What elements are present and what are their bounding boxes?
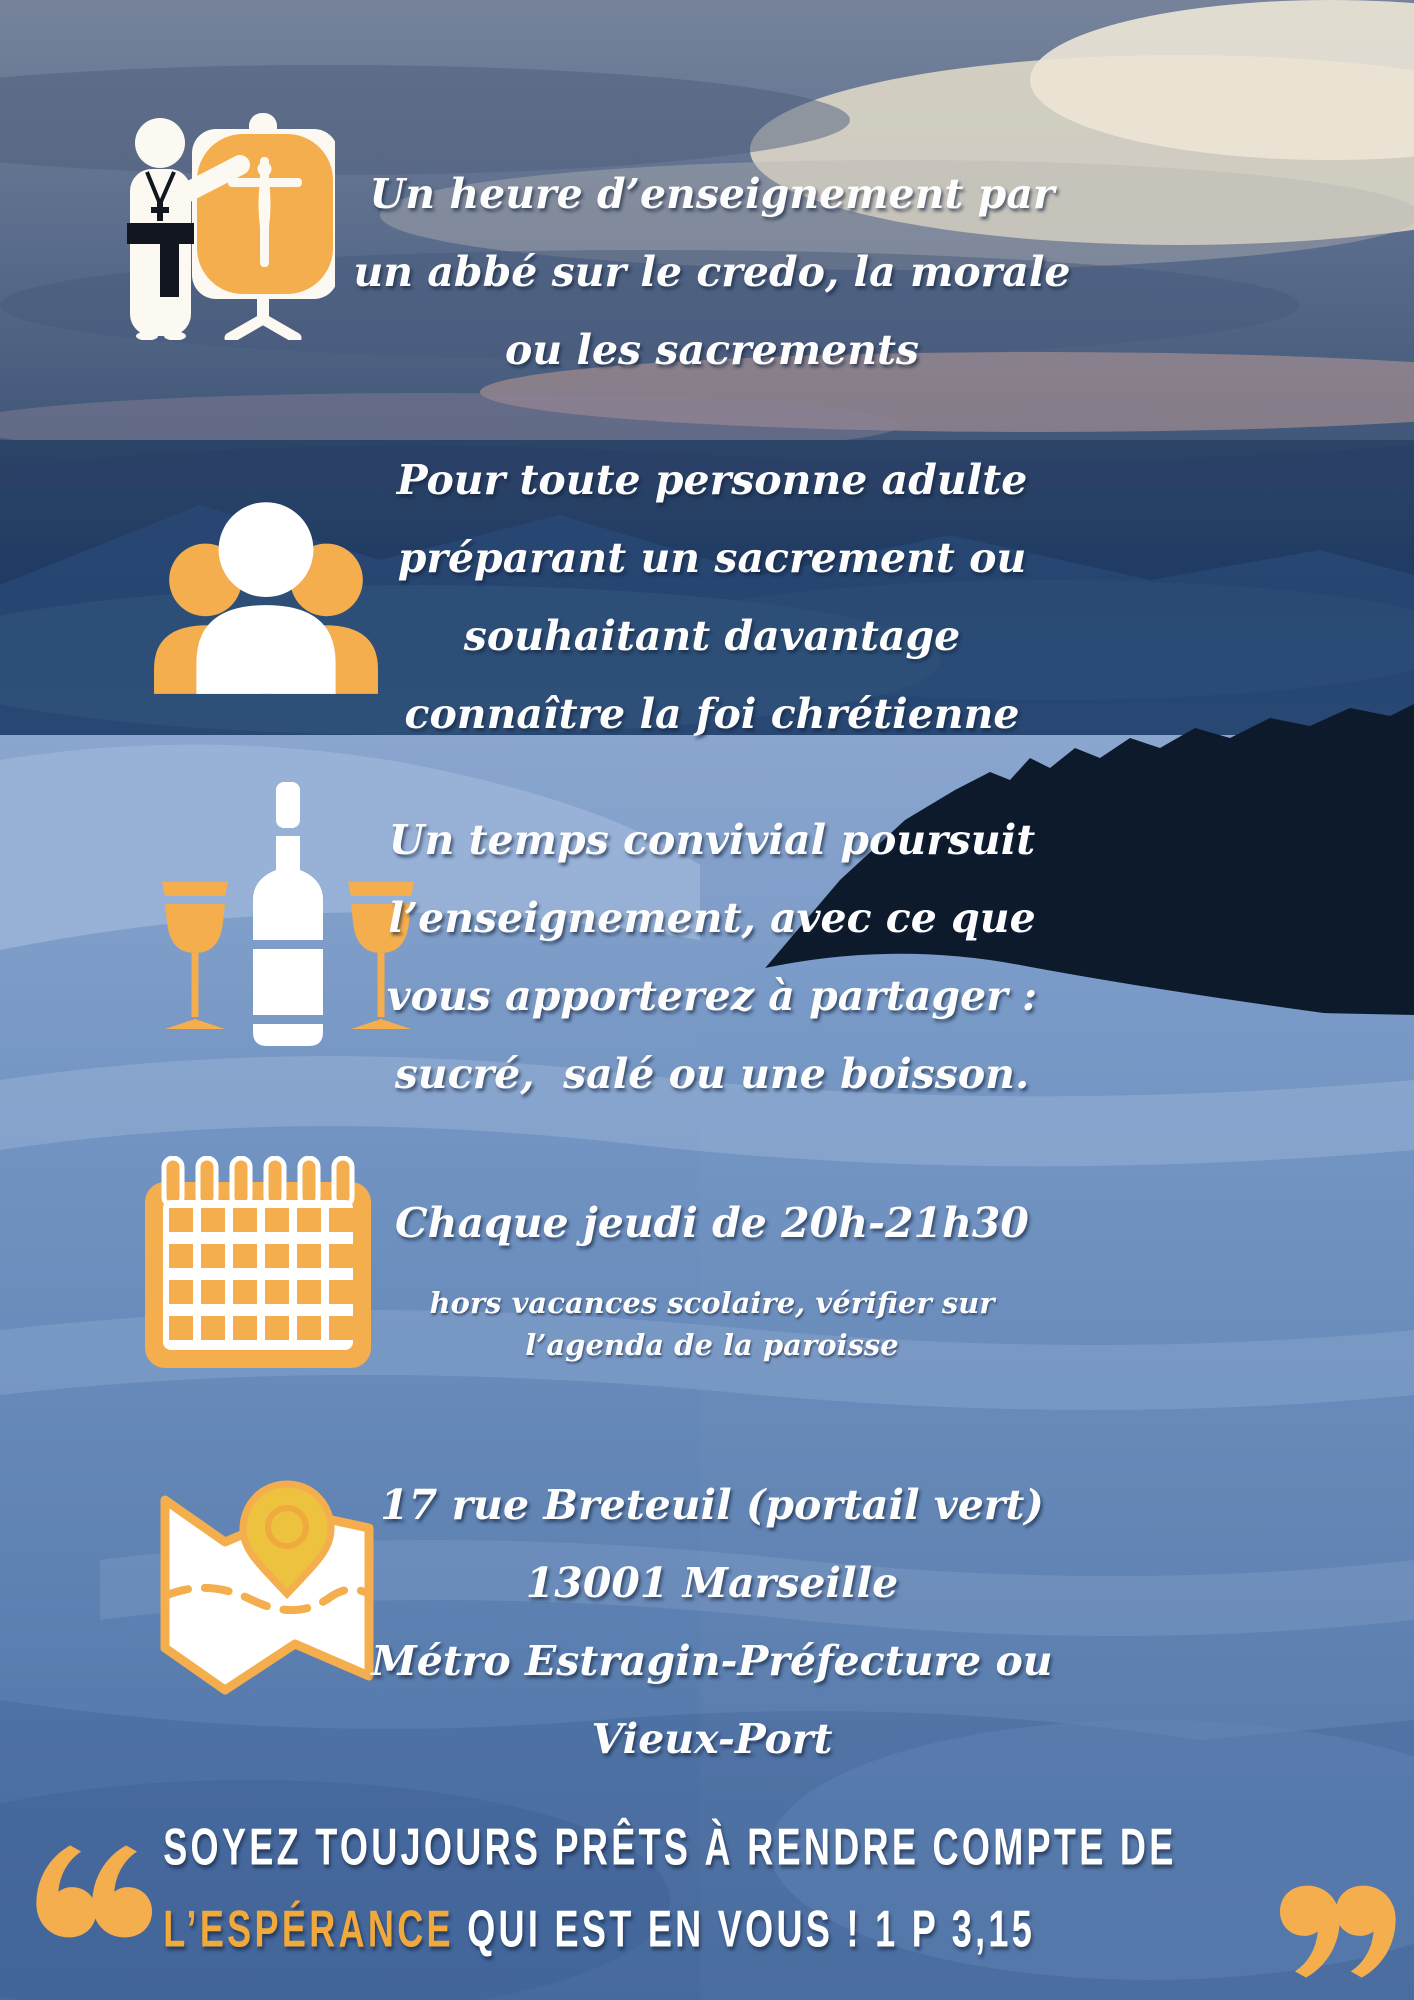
- text-line: 17 rue Breteuil (portail vert): [380, 1481, 1044, 1529]
- quote-text: QUI EST EN VOUS ! 1 P 3,15: [467, 1900, 1036, 1959]
- text-line: hors vacances scolaire, vérifier sur: [429, 1286, 995, 1320]
- section-schedule-title: [352, 1184, 1072, 1262]
- text-line: connaître la foi chrétienne: [404, 690, 1020, 738]
- text-line: l’agenda de la paroisse: [525, 1328, 899, 1362]
- quote-highlight: L’ESPÉRANCE: [163, 1900, 454, 1959]
- section-convivial-text: [352, 801, 1072, 1113]
- open-quote-icon: [34, 1843, 152, 1939]
- section-schedule-note: [352, 1282, 1072, 1366]
- text-line: ou les sacrements: [504, 326, 920, 374]
- text-line: 13001 Marseille: [525, 1559, 899, 1607]
- priest-teaching-icon: [100, 105, 335, 340]
- text-line: un abbé sur le credo, la morale: [353, 248, 1071, 296]
- quote-text: SOYEZ TOUJOURS PRÊTS À RENDRE COMPTE DE: [163, 1818, 1177, 1877]
- close-quote-icon: [1280, 1884, 1398, 1980]
- text-line: l’enseignement, avec ce que: [388, 894, 1036, 942]
- text-line: Vieux-Port: [591, 1715, 833, 1763]
- section-teaching-text: [352, 155, 1072, 389]
- people-group-icon: [150, 487, 382, 694]
- text-line: Un temps convivial poursuit: [388, 816, 1036, 864]
- map-location-icon: [122, 1478, 382, 1703]
- text-line: préparant un sacrement ou: [397, 534, 1027, 582]
- schedule-title: Chaque jeudi de 20h-21h30: [395, 1199, 1029, 1247]
- text-line: souhaitant davantage: [463, 612, 961, 660]
- quote-line-1: [163, 1813, 1177, 1884]
- text-line: Métro Estragin-Préfecture ou: [371, 1637, 1053, 1685]
- text-line: sucré, salé ou une boisson.: [394, 1050, 1030, 1098]
- text-line: Un heure d’enseignement par: [369, 170, 1055, 218]
- text-line: vous apporterez à partager :: [386, 972, 1038, 1020]
- section-audience-text: [352, 441, 1072, 753]
- calendar-icon: [143, 1156, 373, 1371]
- section-location-text: [352, 1466, 1072, 1778]
- quote-line-2: [163, 1895, 1036, 1966]
- text-line: Pour toute personne adulte: [396, 456, 1028, 504]
